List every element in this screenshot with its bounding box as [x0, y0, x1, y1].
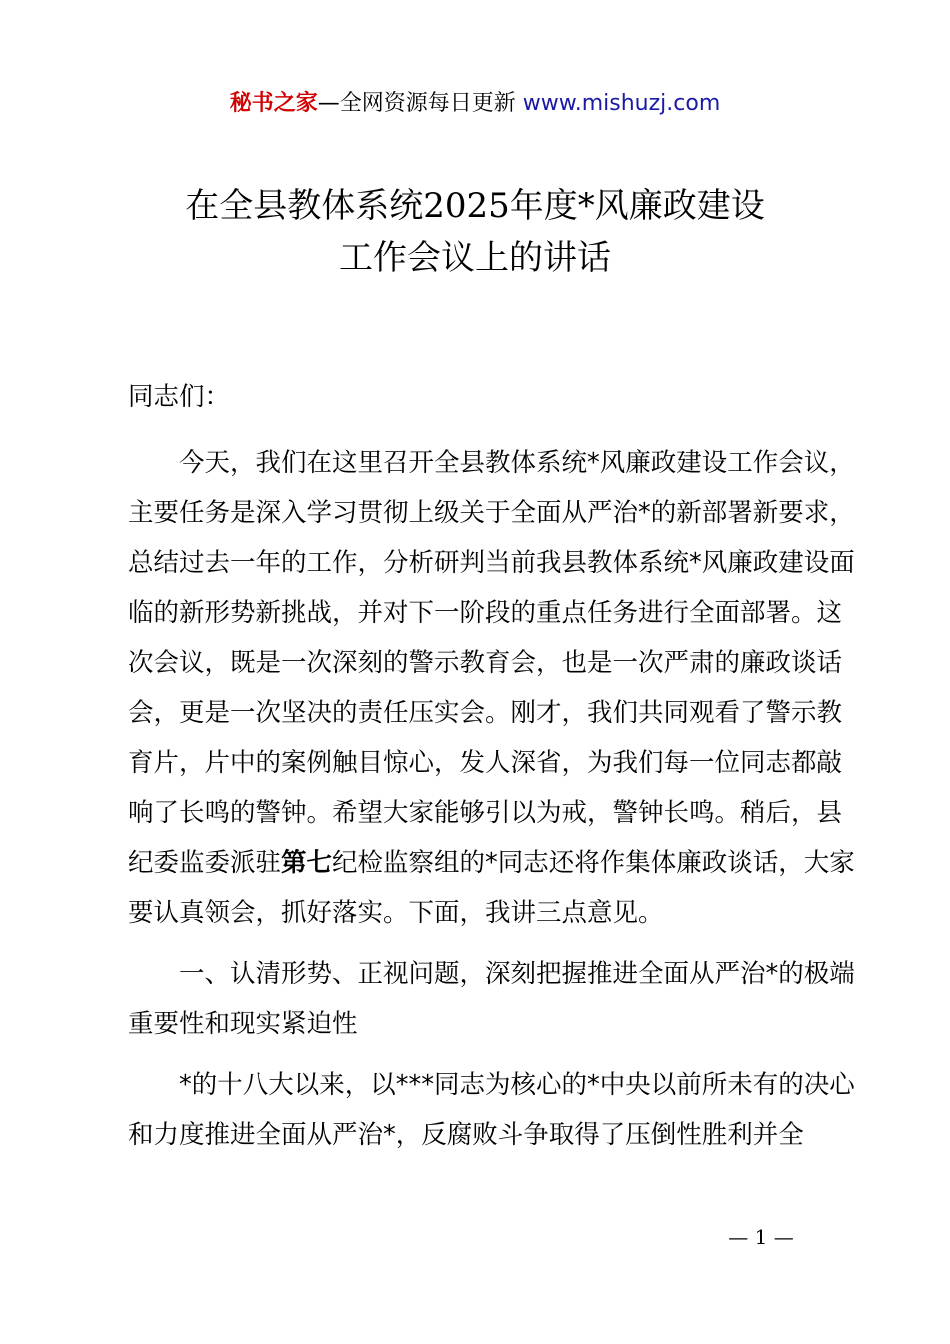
- paragraph-intro-bold: 第七: [281, 848, 333, 878]
- site-tagline: —全网资源每日更新: [317, 91, 523, 116]
- paragraph-intro: [128, 438, 858, 938]
- paragraph-section1: *的十八大以来，以***同志为核心的*中央以前所未有的决心和力度推进全面从严治*，反腐败斗争取得了压倒性胜利并全: [128, 1070, 855, 1150]
- site-name: 秘书之家: [229, 91, 318, 116]
- paragraph-intro-text-1: 今天，我们在这里召开全县教体系统*风廉政建设工作会议，主要任务是深入学习贯彻上级关于全面从严治*的新部署新要求，总结过去一年的工作，分析研判当前我县教体系统*风廉政建设面临的新形势新挑战，并对下一阶段的重点任务进行全面部署。这次会议，既是一次深刻的警示教育会，也是一次严肃的廉政谈话会，更是一次坚决的责任压实会。刚才，我们共同观看了警示教育片，片中的案例触目惊心，发人深省，为我们每一位同志都敲响了长鸣的警钟。希望大家能够引以为戒，警钟长鸣。稍后，县纪委监委派驻: [128, 448, 855, 878]
- site-url-link[interactable]: www.mishuzj.com: [522, 91, 721, 116]
- paragraph-intro-text-2: 纪检监察组的*同志还将作集体廉政谈话，大家要认真领会，抓好落实。下面，我讲三点意见。: [128, 848, 855, 928]
- title-line-2: 工作会议上的讲话: [339, 238, 611, 278]
- page-number: — 1 —: [728, 1225, 794, 1249]
- document-title: [0, 180, 950, 284]
- title-line-1: 在全县教体系统2025年度*风廉政建设: [185, 186, 765, 226]
- document-body: [128, 372, 858, 1160]
- section-heading-1: 一、认清形势、正视问题，深刻把握推进全面从严治*的极端重要性和现实紧迫性: [128, 959, 855, 1039]
- page-header: [0, 86, 950, 122]
- salutation: 同志们：: [128, 382, 231, 412]
